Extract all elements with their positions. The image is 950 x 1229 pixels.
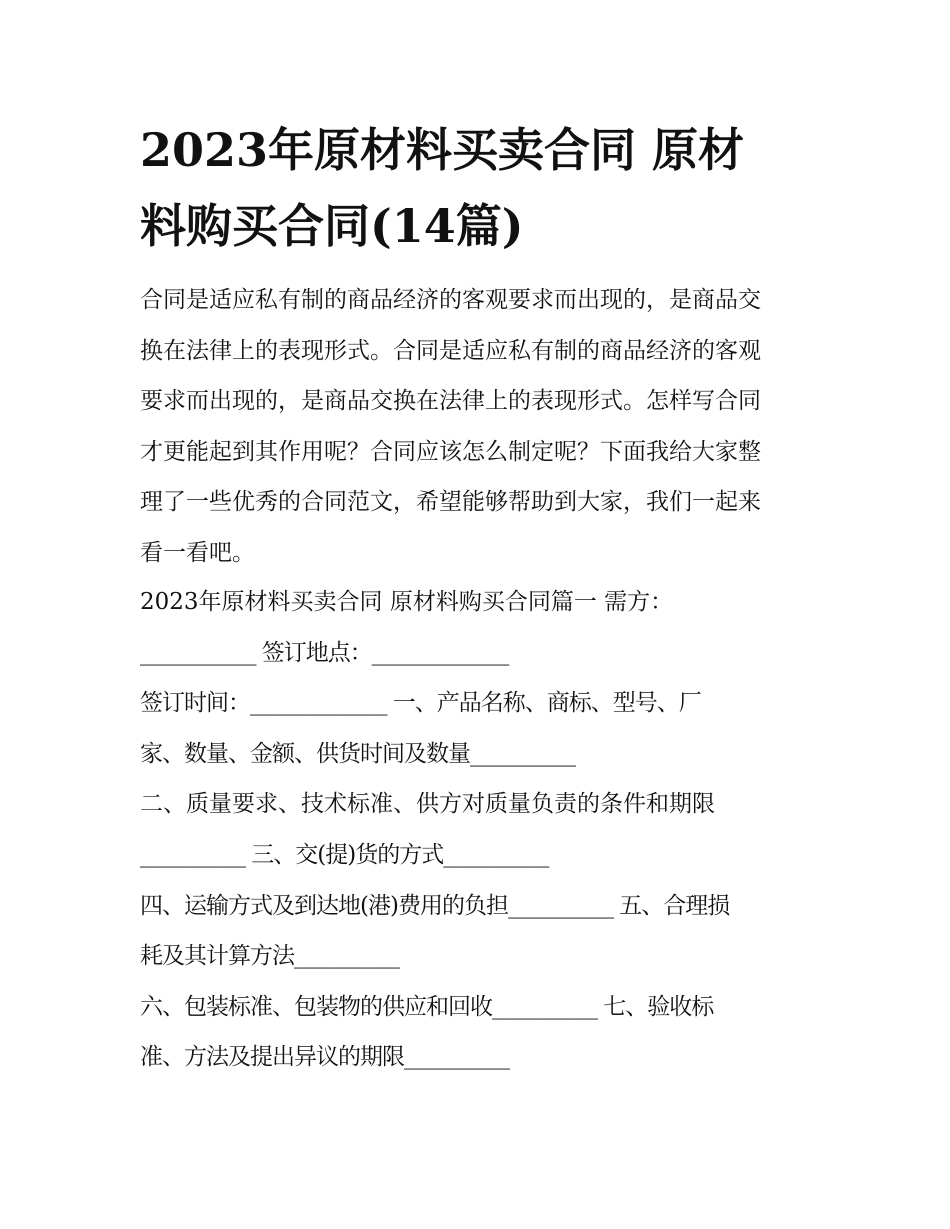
clause-line: 家、数量、金额、供货时间及数量__________ (140, 740, 575, 767)
clause-line: 四、运输方式及到达地(港)费用的负担__________ 五、合理损 (140, 892, 730, 919)
intro-paragraph (140, 275, 820, 579)
clause-line: 签订时间：_____________ 一、产品名称、商标、型号、厂 (140, 690, 701, 717)
intro-line: 合同是适应私有制的商品经济的客观要求而出现的，是商品交 (140, 287, 761, 313)
clause-line: ___________ 签订地点：_____________ (140, 639, 509, 666)
clause-line: __________ 三、交(提)货的方式__________ (140, 841, 549, 868)
clause-line: 六、包装标准、包装物的供应和回收__________ 七、验收标 (140, 993, 714, 1020)
contract-clauses (140, 577, 820, 1083)
intro-line: 理了一些优秀的合同范文，希望能够帮助到大家，我们一起来 (140, 489, 761, 516)
clause-line: 二、质量要求、技术标准、供方对质量负责的条件和期限 (140, 791, 715, 818)
intro-line: 换在法律上的表现形式。合同是适应私有制的商品经济的客观 (140, 337, 761, 364)
clause-line: 耗及其计算方法__________ (140, 943, 399, 970)
intro-line: 看一看吧。 (140, 539, 255, 566)
clause-line: 准、方法及提出异议的期限__________ (140, 1044, 509, 1071)
intro-line: 要求而出现的，是商品交换在法律上的表现形式。怎样写合同 (140, 388, 761, 415)
clause-line: 2023年原材料买卖合同 原材料购买合同篇一 需方： (140, 589, 674, 615)
title-line: 2023年原材料买卖合同 原材 (140, 123, 745, 177)
intro-line: 才更能起到其作用呢？合同应该怎么制定呢？下面我给大家整 (140, 438, 761, 465)
title-line: 料购买合同(14篇) (140, 199, 524, 253)
document-title (140, 112, 820, 264)
